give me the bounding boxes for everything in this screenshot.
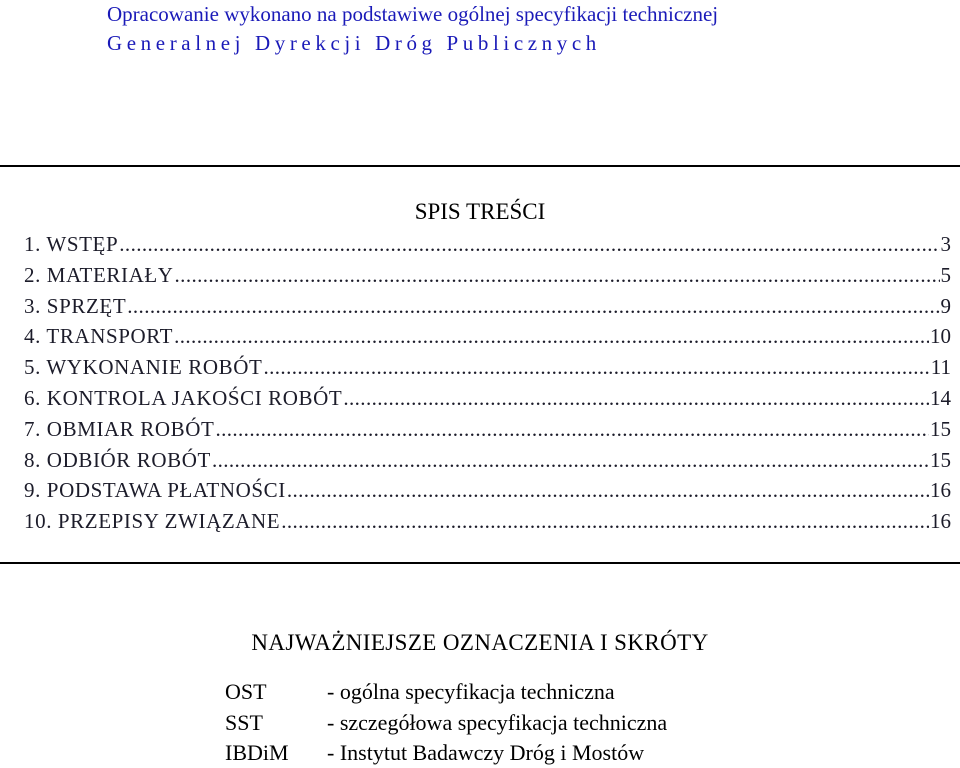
toc-item-label: 8. ODBIÓR ROBÓT bbox=[24, 447, 211, 472]
header-spec-source: Opracowanie wykonano na podstawiwe ogólnej specyfikacji technicznej bbox=[107, 2, 719, 26]
toc-leader-dots bbox=[215, 414, 929, 445]
toc-item-page: 5 bbox=[940, 262, 951, 287]
toc-item-quality-control[interactable] bbox=[24, 383, 951, 414]
toc-item-materials[interactable] bbox=[24, 260, 951, 291]
table-of-contents bbox=[24, 229, 951, 537]
toc-item-page: 16 bbox=[930, 478, 951, 503]
toc-item-label: 10. PRZEPISY ZWIĄZANE bbox=[24, 509, 281, 534]
divider-top bbox=[0, 165, 960, 167]
toc-leader-dots bbox=[343, 383, 929, 414]
toc-item-payment-basis[interactable] bbox=[24, 475, 951, 506]
abbreviation-term: IBDiM bbox=[225, 740, 289, 765]
toc-item-execution[interactable] bbox=[24, 352, 951, 383]
toc-leader-dots bbox=[119, 229, 939, 260]
abbreviation-row bbox=[225, 708, 667, 738]
abbreviations-title: NAJWAŻNIEJSZE OZNACZENIA I SKRÓTY bbox=[251, 630, 709, 655]
toc-item-related-regulations[interactable] bbox=[24, 506, 951, 537]
toc-item-label: 7. OBMIAR ROBÓT bbox=[24, 416, 215, 441]
toc-item-page: 10 bbox=[930, 324, 951, 349]
toc-item-label: 6. KONTROLA JAKOŚCI ROBÓT bbox=[24, 385, 343, 410]
toc-item-page: 9 bbox=[940, 293, 951, 318]
abbreviation-term: SST bbox=[225, 710, 263, 735]
toc-item-equipment[interactable] bbox=[24, 291, 951, 322]
header-authority: Generalnej Dyrekcji Dróg Publicznych bbox=[107, 31, 601, 55]
toc-leader-dots bbox=[212, 445, 929, 476]
toc-item-page: 16 bbox=[930, 509, 951, 534]
toc-item-measurement[interactable] bbox=[24, 414, 951, 445]
abbreviation-term: OST bbox=[225, 679, 267, 704]
abbreviation-description: - ogólna specyfikacja techniczna bbox=[327, 679, 615, 704]
toc-item-label: 2. MATERIAŁY bbox=[24, 262, 174, 287]
divider-bottom bbox=[0, 562, 960, 564]
toc-leader-dots bbox=[287, 475, 929, 506]
toc-item-transport[interactable] bbox=[24, 321, 951, 352]
toc-item-label: 9. PODSTAWA PŁATNOŚCI bbox=[24, 478, 286, 503]
toc-item-page: 3 bbox=[940, 232, 951, 256]
toc-item-introduction[interactable] bbox=[24, 229, 951, 260]
abbreviation-row bbox=[225, 738, 644, 768]
toc-leader-dots bbox=[281, 506, 929, 537]
toc-item-page: 11 bbox=[930, 355, 951, 380]
toc-leader-dots bbox=[127, 291, 939, 322]
toc-leader-dots bbox=[175, 260, 940, 291]
toc-item-page: 14 bbox=[930, 385, 951, 410]
toc-leader-dots bbox=[263, 352, 929, 383]
toc-leader-dots bbox=[174, 321, 929, 352]
toc-item-label: 1. WSTĘP bbox=[24, 232, 119, 256]
toc-item-page: 15 bbox=[930, 447, 951, 472]
abbreviation-description: - Instytut Badawczy Dróg i Mostów bbox=[327, 740, 645, 765]
toc-item-label: 3. SPRZĘT bbox=[24, 293, 127, 318]
abbreviation-row bbox=[225, 677, 615, 707]
toc-item-label: 4. TRANSPORT bbox=[24, 324, 174, 349]
toc-title: SPIS TREŚCI bbox=[414, 199, 546, 224]
toc-item-label: 5. WYKONANIE ROBÓT bbox=[24, 355, 263, 380]
toc-item-acceptance[interactable] bbox=[24, 445, 951, 476]
abbreviation-description: - szczegółowa specyfikacja techniczna bbox=[327, 710, 668, 735]
toc-item-page: 15 bbox=[930, 416, 951, 441]
